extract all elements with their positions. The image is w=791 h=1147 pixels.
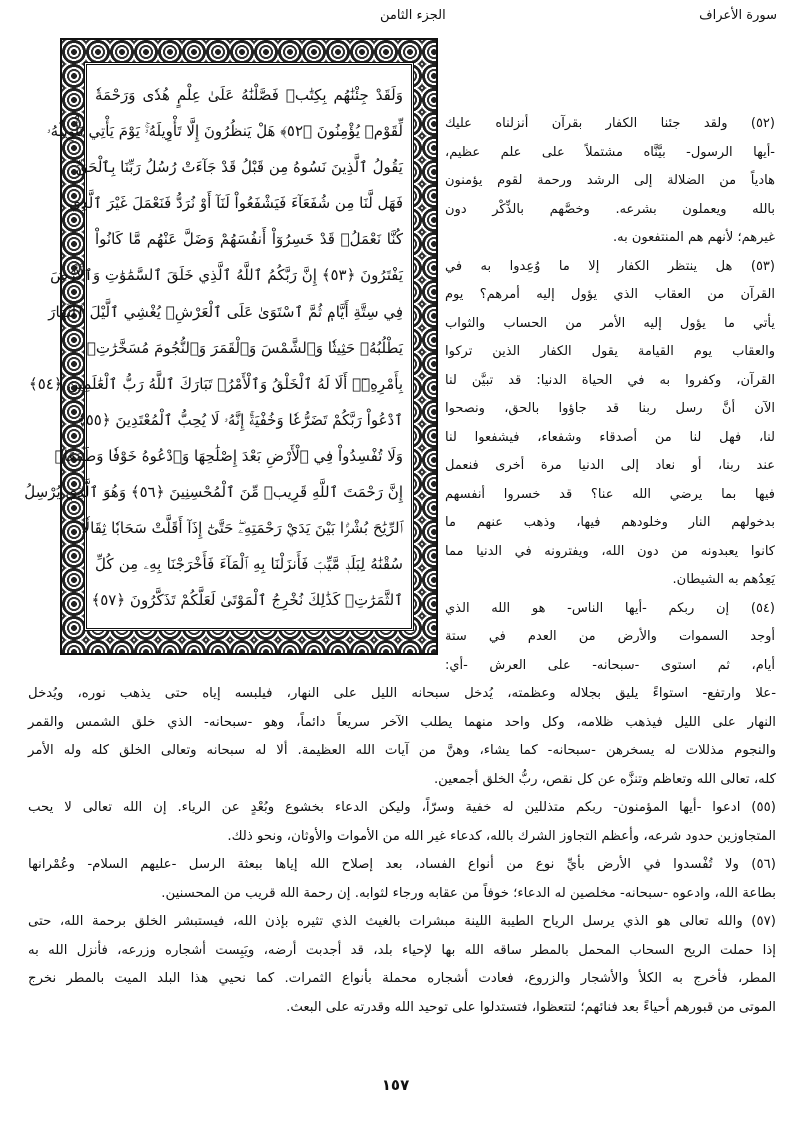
quran-line: يَفْتَرُونَ ﴿٥٣﴾ إِنَّ رَبَّكُمُ ٱللَّهُ ٱلَّذِي خَلَقَ ٱلسَّمَٰوَٰتِ وَٱلْأَرْضَ	[50, 266, 403, 285]
quran-line: ٱدْعُواْ رَبَّكُمْ تَضَرُّعٗا وَخُفْيَةًۚ إِنَّهُۥ لَا يُحِبُّ ٱلْمُعْتَدِينَ ﴿٥٥﴾	[76, 410, 403, 429]
tafsir-line: كانوا يعبدونه من دون الله، ويفترونه في الدنيا مما	[445, 543, 775, 559]
quran-text-panel	[24, 62, 414, 631]
quran-verses	[24, 77, 403, 618]
quran-line: ٱلرِّيَٰحَ بُشْرَۢا بَيْنَ يَدَيْ رَحْمَتِهِۦۖ حَتَّىٰٓ إِذَآ أَقَلَّتْ سَحَابٗا ثِقَالٗا	[81, 519, 403, 538]
tafsir-line: لنا، فهل لنا من أصدقاء وشفعاء، فيشفعوا لنا	[445, 429, 775, 445]
tafsir-line: يأتي ما يؤول إليه الأمر من الحساب والثواب	[445, 315, 775, 331]
tafsir-line: بطاعة الله، وادعوه -سبحانه- مخلصين له الدعاء؛ خوفاً من عقابه ورجاء لثوابه. إن رحمة الله قريب من المحسنين.	[161, 885, 776, 901]
quran-line: لِّقَوْمٖ يُؤْمِنُونَ ﴿٥٢﴾ هَلْ يَنظُرُونَ إِلَّا تَأْوِيلَهُۥۚ يَوْمَ يَأْتِي تَأْوِيلُهُۥ	[46, 122, 403, 141]
tafsir-line: المطر، فأخرج به الكلأ والأشجار والزروع، فعادت أشجاره محملة بأنواع الثمرات. كما نحيي هذا البلد الميت بالمطر نخرج	[28, 971, 776, 986]
tafsir-line: هادياً من الضلالة إلى الرشد ورحمة لقوم يؤمنون	[445, 173, 775, 188]
tafsir-line: والعقاب يوم القيامة يقول الكفار الذين تركوا	[445, 344, 775, 359]
tafsir-full-width	[28, 680, 776, 1022]
juz-header: الجزء الثامن	[380, 8, 446, 23]
tafsir-line: فيها بما يرضي الله عنا؟ قد خسروا أنفسهم	[445, 486, 775, 502]
quran-line: وَلَا تُفْسِدُواْ فِي ٱلْأَرْضِ بَعْدَ إِصْلَٰحِهَا وَٱدْعُوهُ خَوْفٗا وَطَمَعًاۚ	[54, 446, 403, 465]
quran-line: فِي سِتَّةِ أَيَّامٖ ثُمَّ ٱسْتَوَىٰ عَلَى ٱلْعَرْشِۖ يُغْشِي ٱلَّيْلَ ٱلنَّهَارَ	[48, 302, 403, 321]
tafsir-line: بدخولهم النار وخلودهم فيها، وذهب عنهم ما	[445, 515, 775, 530]
tafsir-line: -علا وارتفع- استواءً يليق بجلاله وعظمته، يُدخل سبحانه الليل على النهار، فيلبسه إياه حتى يذهب نوره، ويُدخل	[28, 686, 776, 701]
tafsir-line: القرآن من العقاب الذي يؤول إليه أمرهم؟ يوم	[445, 287, 775, 302]
quran-line: يَطْلُبُهُۥ حَثِيثٗا وَٱلشَّمْسَ وَٱلْقَمَرَ وَٱلنُّجُومَ مُسَخَّرَٰتِۭ	[86, 338, 403, 357]
tafsir-line: (٥٤) إن ربكم -أيها الناس- هو الله الذي	[445, 600, 775, 616]
quran-line: بِأَمْرِهِۦٓۗ أَلَا لَهُ ٱلْخَلْقُ وَٱلْأَمْرُۗ تَبَارَكَ ٱللَّهُ رَبُّ ٱلْعَٰلَمِينَ ﴿٥٤﴾	[28, 374, 403, 393]
tafsir-line: الموتى من قبورهم أحياءً بعد فنائهم؛ لتتعظوا، فتستدلوا على توحيد الله وقدرته على البعث.	[286, 999, 776, 1015]
tafsir-line: (٥٧) والله تعالى هو الذي يرسل الرياح الطيبة اللينة مبشرات بالغيث الذي تثيره بإذن الله، فيستبشر الخلق برحمة الله، حتى	[28, 914, 776, 929]
page-number: ١٥٧	[381, 1076, 410, 1094]
quran-line: يَقُولُ ٱلَّذِينَ نَسُوهُ مِن قَبْلُ قَدْ جَآءَتْ رُسُلُ رَبِّنَا بِٱلْحَقِّ	[75, 158, 403, 177]
tafsir-line: يَعِدُهم به الشيطان.	[672, 572, 775, 587]
tafsir-line: (٥٢) ولقد جئنا الكفار بقرآن أنزلناه عليك	[445, 116, 775, 131]
tafsir-line: الآن أنَّ رسل ربنا قد جاؤوا بالحق، ونصحوا	[445, 401, 775, 416]
quran-line: كُنَّا نَعْمَلُۚ قَدْ خَسِرُوٓاْ أَنفُسَهُمْ وَضَلَّ عَنْهُم مَّا كَانُواْ	[95, 230, 403, 249]
tafsir-line: (٥٥) ادعوا -أيها المؤمنون- ربكم متذللين له خفية وسرّاً، وليكن الدعاء بخشوع وبُعْدٍ عن الرياء. إن الله تعالى لا يحب	[28, 800, 776, 815]
quran-line: ٱلثَّمَرَٰتِۚ كَذَٰلِكَ نُخْرِجُ ٱلْمَوْتَىٰ لَعَلَّكُمْ تَذَكَّرُونَ ﴿٥٧﴾	[91, 591, 403, 610]
tafsir-line: -أيها الرسول- بيَّنَّاه مشتملاً على علم عظيم،	[445, 144, 775, 160]
tafsir-line: المتجاوزين حدود شرعه، وأعظم التجاوز الشرك بالله، كدعاء غير الله من الأموات والأوثان، ونحو ذلك.	[227, 828, 776, 844]
tafsir-side-column	[445, 110, 775, 680]
quran-line: إِنَّ رَحْمَتَ ٱللَّهِ قَرِيبٞ مِّنَ ٱلْمُحْسِنِينَ ﴿٥٦﴾ وَهُوَ ٱلَّذِي يُرْسِلُ	[24, 483, 403, 502]
tafsir-line: كله، تعالى الله وتعاظم وتنزَّه عن كل نقص، ربُّ الخلق أجمعين.	[433, 771, 776, 787]
quran-line: وَلَقَدْ جِئْنَٰهُم بِكِتَٰبٖ فَصَّلْنَٰهُ عَلَىٰ عِلْمٍ هُدٗى وَرَحْمَةٗ	[95, 86, 403, 104]
tafsir-line: (٥٣) هل ينتظر الكفار إلا ما وُعِدوا به في	[445, 258, 775, 274]
tafsir-line: أيام، ثم استوى -سبحانه- على العرش -أي:	[445, 657, 775, 673]
quran-ornamental-frame	[24, 38, 438, 655]
tafsir-line: غيرهم؛ لأنهم هم المنتفعون به.	[612, 230, 775, 245]
tafsir-line: القرآن، وكفروا به في الحياة الدنيا: قد تبيَّن لنا	[445, 372, 775, 388]
tafsir-line: أوجد السموات والأرض من العدم في ستة	[445, 629, 775, 644]
tafsir-line: النهار على الليل فيذهب ظلامه، وكل واحد منهما يطلب الآخر سريعاً دائماً، وهو -سبحانه- الذي خلق الشمس والقمر	[28, 714, 776, 730]
tafsir-line: والنجوم مذللات له يسخرهن -سبحانه- كما يشاء، وهنَّ من آيات الله العظيمة. ألا له سبحانه وتعالى الخلق كله وله الأمر	[28, 743, 776, 758]
tafsir-line: عند ربنا، أو نعاد إلى الدنيا مرة أخرى فنعمل	[445, 458, 775, 473]
quran-line: سُقْنَٰهُ لِبَلَدٖ مَّيِّتٖ فَأَنزَلْنَا بِهِ ٱلْمَآءَ فَأَخْرَجْنَا بِهِۦ مِن كُلِّ	[95, 555, 403, 574]
tafsir-line: بالله ويعملون بشرعه. وخصَّهم بالذِّكْر دون	[445, 201, 775, 217]
surah-name-header: سورة الأعراف	[699, 8, 777, 23]
tafsir-line: (٥٦) ولا تُفْسدوا في الأرض بأيِّ نوع من أنواع الفساد، بعد إصلاح الله إياها ببعثة الرسل -عليهم السلام- وعُمْرانها	[28, 857, 776, 872]
quran-line: فَهَل لَّنَا مِن شُفَعَآءَ فَيَشْفَعُواْ لَنَآ أَوْ نُرَدُّ فَنَعْمَلَ غَيْرَ ٱلَّذِي	[69, 194, 403, 213]
tafsir-line: إذا حملت الريح السحاب المحمل بالمطر ساقه الله بها لإحياء بلد، قد أجدبت أرضه، ويَبِست أشجاره وزرعه، فأنزل الله به	[28, 942, 776, 958]
